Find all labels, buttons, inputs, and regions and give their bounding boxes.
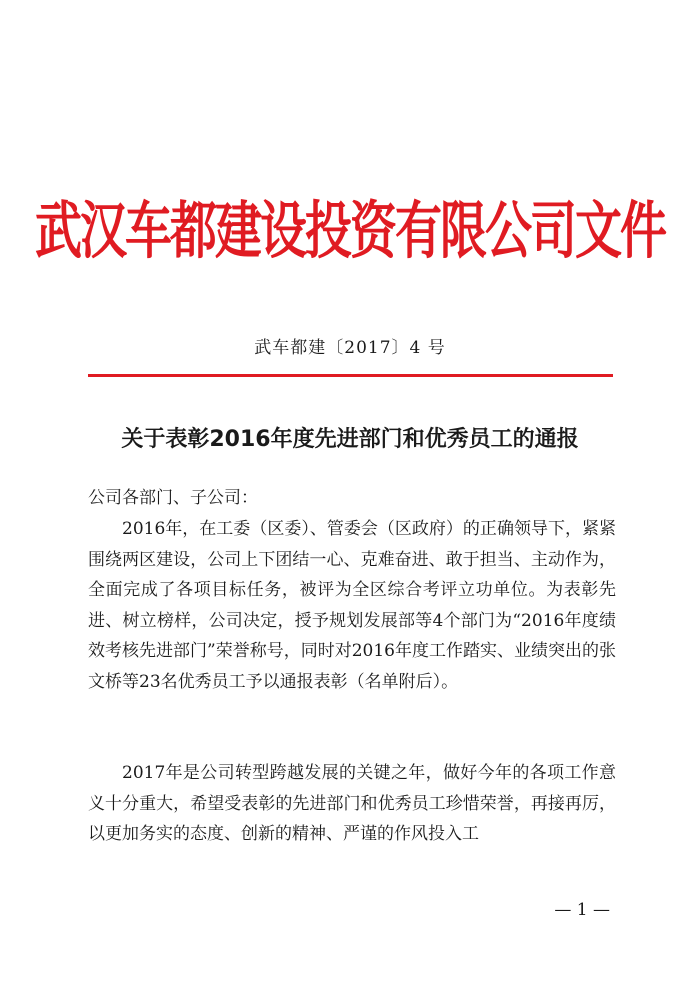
page-number: — 1 — bbox=[554, 900, 610, 920]
letterhead-title: 武汉车都建设投资有限公司文件 bbox=[35, 195, 665, 268]
body-paragraph-2: 2017年是公司转型跨越发展的关键之年，做好今年的各项工作意义十分重大，希望受表彰的先进部门和优秀员工珍惜荣誉，再接再厉，以更加务实的态度、创新的精神、严谨的作风投入工 bbox=[88, 763, 616, 844]
salutation: 公司各部门、子公司： bbox=[88, 488, 258, 508]
document-title: 关于表彰2016年度先进部门和优秀员工的通报 bbox=[121, 427, 579, 452]
red-divider bbox=[88, 374, 613, 377]
body-paragraph-1: 2016年，在工委（区委）、管委会（区政府）的正确领导下，紧紧围绕两区建设，公司上下团结一心、克难奋进、敢于担当、主动作为，全面完成了各项目标任务，被评为全区综合考评立功单位。为表彰先进、树立榜样，公司决定，授予规划发展部等4个部门为“2016年度绩效考核先进部门”荣誉称号，同时对2016年度工作踏实、业绩突出的张文桥等23名优秀员工予以通报表彰（名单附后）。 bbox=[88, 519, 616, 692]
document-number: 武车都建〔2017〕4 号 bbox=[254, 338, 446, 358]
